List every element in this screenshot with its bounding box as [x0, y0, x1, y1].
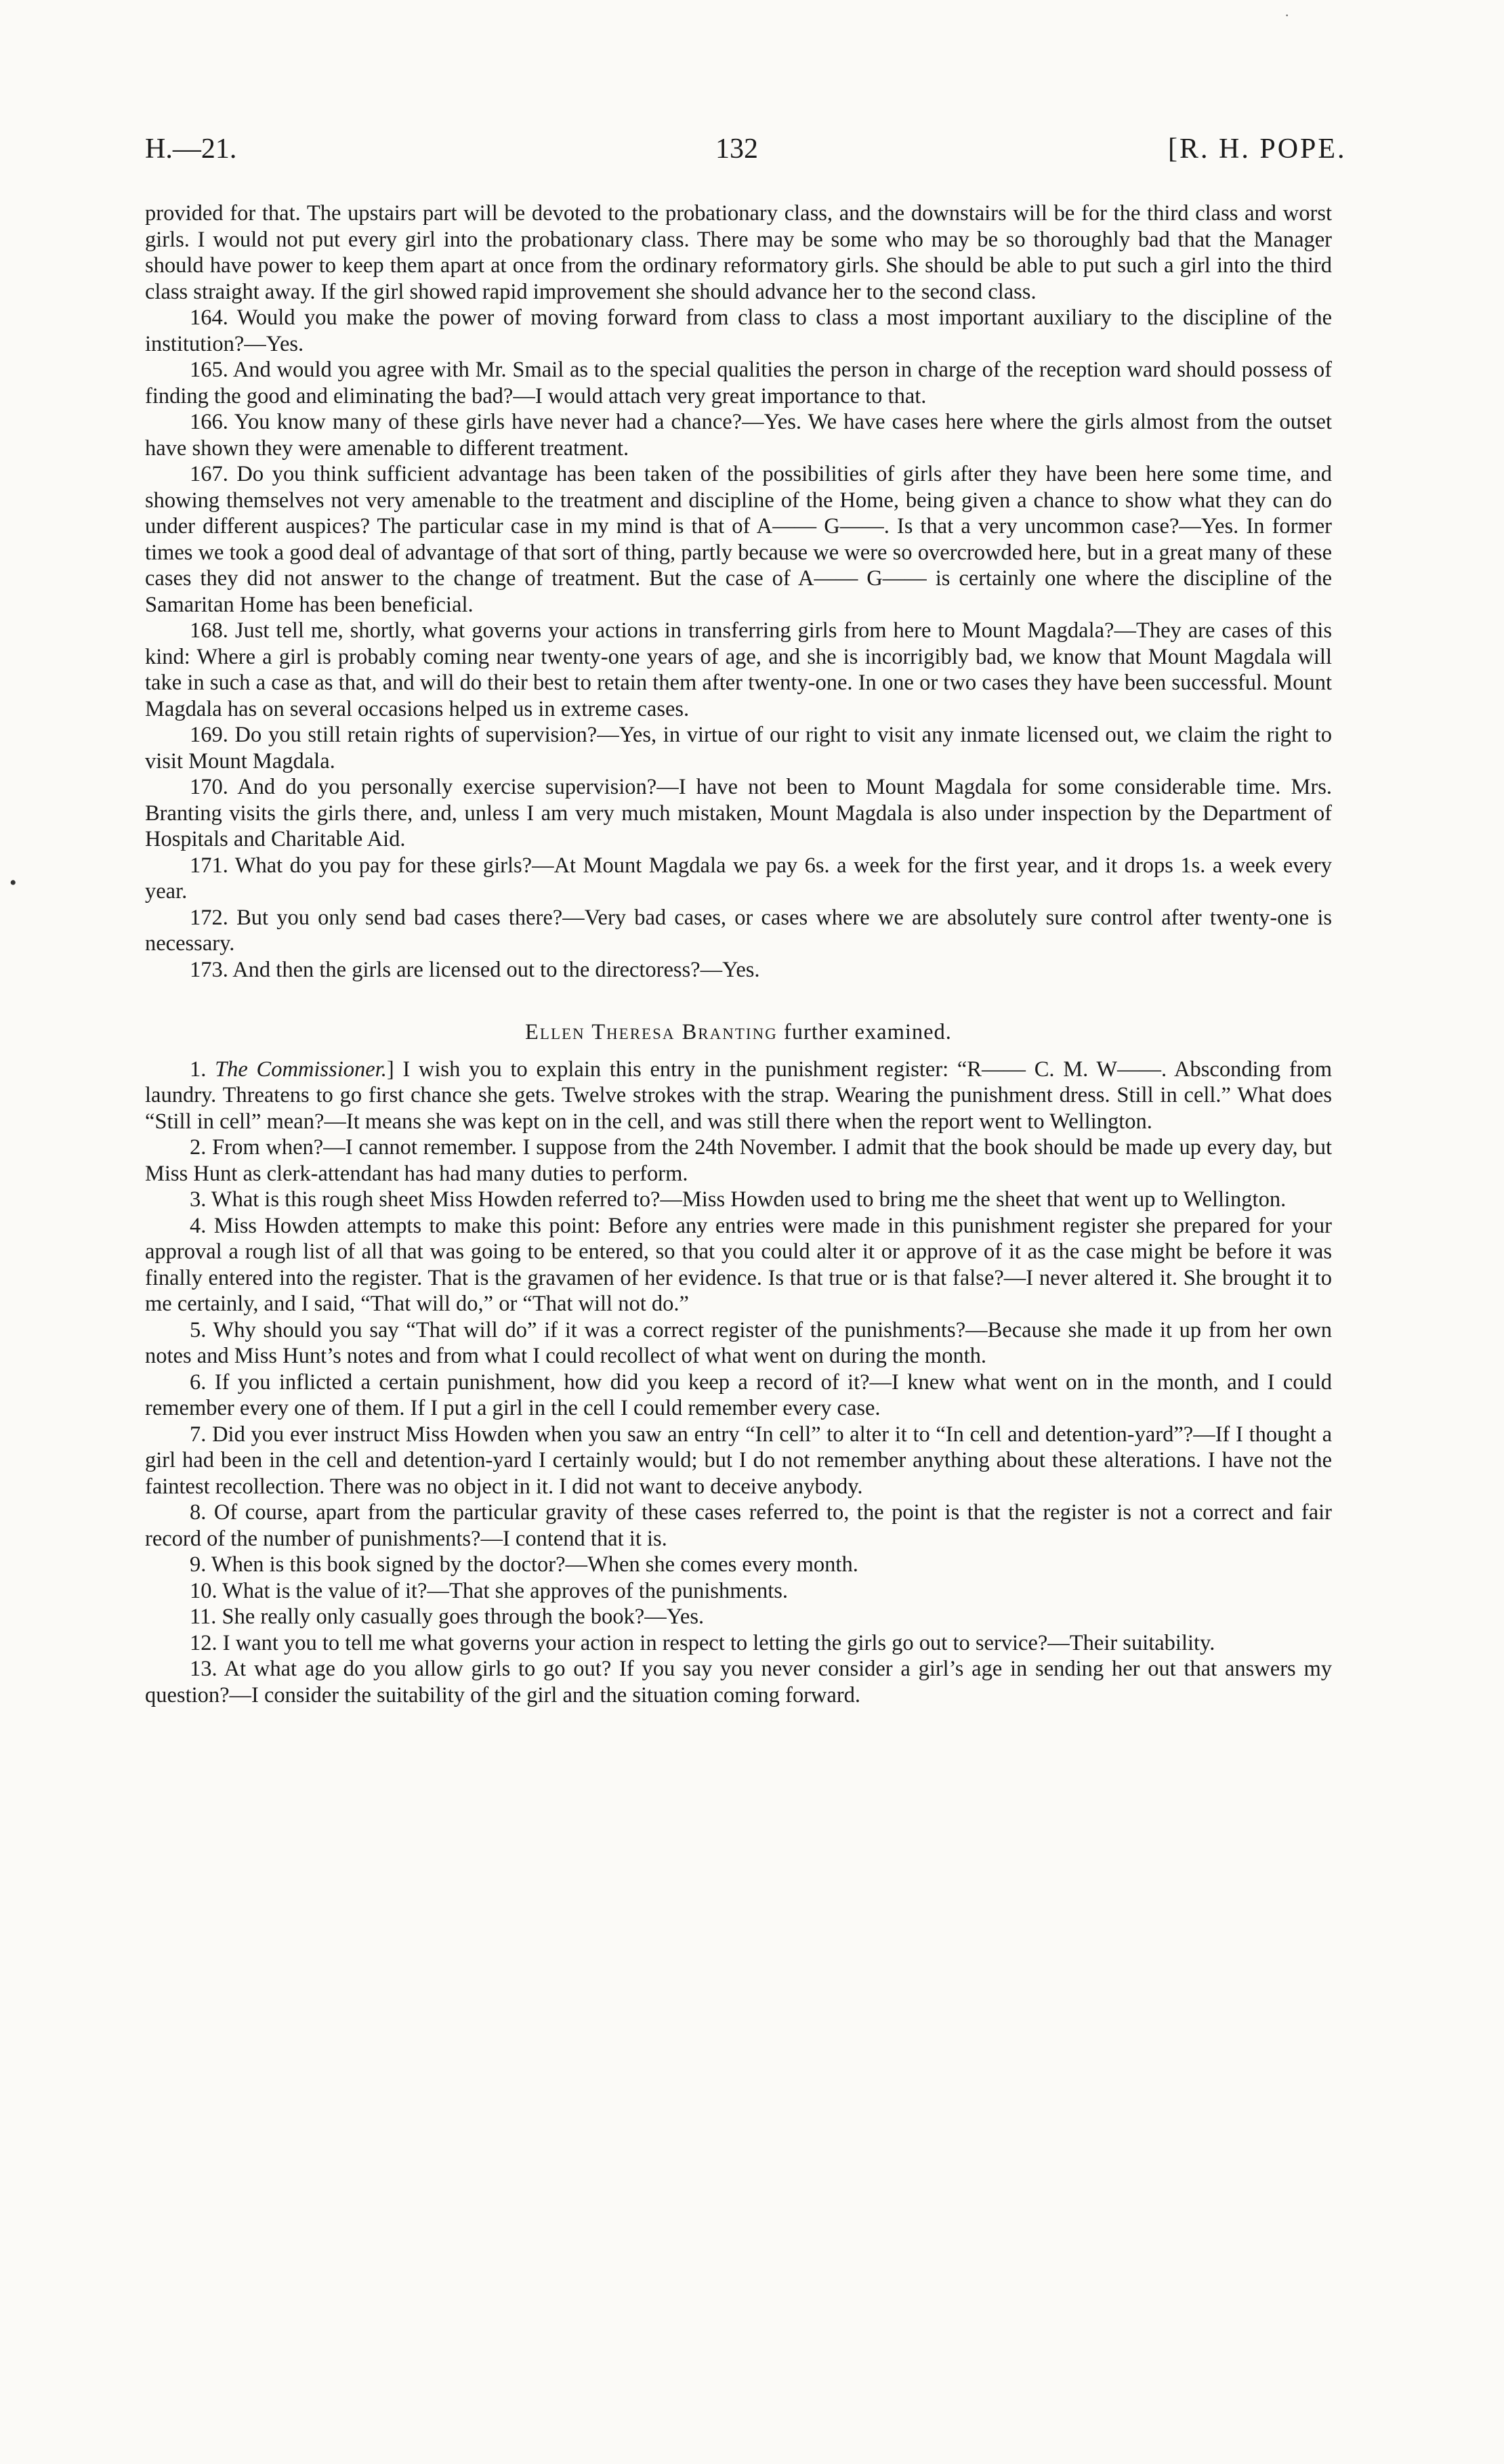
speaker-name: The Commissioner. — [215, 1057, 387, 1082]
witness-header: [R. H. POPE. — [1168, 133, 1347, 165]
qa-paragraph: 5. Why should you say “That will do” if it was a correct register of the punishments?—Because she made it up from her own notes and Miss Hunt’s notes and from what I could recollect of what went on during the month. — [145, 1317, 1332, 1368]
qa-paragraph: 166. You know many of these girls have never had a chance?—Yes. We have cases here where the girls almost from the outset have shown they were amenable to different treatment. — [145, 410, 1332, 461]
qa-paragraph: 169. Do you still retain rights of supervision?—Yes, in virtue of our right to visit any inmate licensed out, we claim the right to visit Mount Magdala. — [145, 723, 1332, 773]
qa-number: 1. — [190, 1057, 207, 1082]
section-heading — [145, 1019, 1332, 1046]
qa-paragraph: 10. What is the value of it?—That she approves of the punishments. — [190, 1578, 789, 1603]
qa-paragraph: 13. At what age do you allow girls to go out? If you say you never consider a girl’s age in sending her out that answers my question?—I consider the suitability of the girl and the situation coming forward. — [145, 1657, 1332, 1707]
qa-paragraph: 164. Would you make the power of moving forward from class to class a most important auxiliary to the discipline of the institution?—Yes. — [145, 305, 1332, 356]
qa-paragraph: 9. When is this book signed by the doctor?—When she comes every month. — [190, 1552, 858, 1577]
page-number: 132 — [715, 133, 758, 165]
qa-text: I wish you to explain this entry in the punishment register: “R—— C. M. W——. Absconding from laundry. Threatens to go first chance she gets. Twelve strokes with the strap. Wearing the punishment dress. Still in cell.” What does “Still in cell” mean?—It means she was kept on in the cell, and was still there when the report went to Wellington. — [145, 1057, 1332, 1134]
qa-paragraph: 170. And do you personally exercise supervision?—I have not been to Mount Magdala for some considerable time. Mrs. Branting visits the girls there, and, unless I am very much mistaken, Mount Magdala is also under inspection by the Department of Hospitals and Charitable Aid. — [145, 775, 1332, 851]
qa-paragraph: 171. What do you pay for these girls?—At Mount Magdala we pay 6s. a week for the first year, and it drops 1s. a week every year. — [145, 853, 1332, 904]
qa-paragraph: 2. From when?—I cannot remember. I suppose from the 24th November. I admit that the book should be made up every day, but Miss Hunt as clerk-attendant has had many duties to perform. — [145, 1135, 1332, 1186]
report-reference: H.—21. — [145, 133, 237, 165]
qa-paragraph: 6. If you inflicted a certain punishment, how did you keep a record of it?—I knew what went on in the month, and I could remember every one of them. If I put a girl in the cell I could remember every case. — [145, 1369, 1332, 1420]
witness-name: Ellen Theresa Branting — [525, 1020, 778, 1044]
qa-paragraph-1: 1. The Commissioner.] I wish you to explain this entry in the punishment register: “R—— C. M. W——. Absconding from laundry. Threatens to go first chance she gets. Twelve strokes with the strap. Wearing the punishment dress. Still in cell.” What does “Still in cell” mean?—It means she was kept on in the cell, and was still there when the report went to Wellington. — [145, 1057, 1332, 1134]
qa-paragraph: 173. And then the girls are licensed out to the directoress?—Yes. — [190, 957, 760, 982]
section-suffix: further examined. — [783, 1020, 952, 1044]
qa-paragraph: 165. And would you agree with Mr. Smail as to the special qualities the person in charge of the reception ward should possess of finding the good and eliminating the bad?—I would attach very great importance to that. — [145, 358, 1332, 408]
branting-qa-list — [145, 1134, 1332, 1708]
qa-paragraph: 7. Did you ever instruct Miss Howden when you saw an entry “In cell” to alter it to “In cell and detention-yard”?—If I thought a girl had been in the cell and detention-yard I certainly would; but I do not remember anything about these alterations. I have not the faintest recollection. There was no object in it. I did not want to deceive anybody. — [145, 1422, 1332, 1499]
margin-bullet: • — [9, 872, 17, 894]
qa-paragraph: 4. Miss Howden attempts to make this point: Before any entries were made in this punishment register she prepared for your approval a rough list of all that was going to be entered, so that you could alter it or approve of it as the case might be before it was finally entered into the register. That is the gravamen of her evidence. Is that true or is that false?—I never altered it. She brought it to me certainly, and I said, “That will do,” or “That will not do.” — [145, 1213, 1332, 1316]
qa-paragraph: 8. Of course, apart from the particular gravity of these cases referred to, the point is that the register is not a correct and fair record of the number of punishments?—I contend that it is. — [145, 1500, 1332, 1551]
body-text — [145, 200, 1332, 1708]
margin-speck: · — [1284, 7, 1290, 24]
intro-paragraph: provided for that. The upstairs part will be devoted to the probationary class, and the downstairs will be for the third class and worst girls. I would not put every girl into the probationary class. There may be some who may be so thoroughly bad that the Manager should have power to keep them apart at once from the ordinary reformatory girls. She should be able to put such a girl into the third class straight away. If the girl showed rapid improvement she should advance her to the second class. — [145, 201, 1332, 304]
qa-paragraph: 168. Just tell me, shortly, what governs your actions in transferring girls from here to Mount Magdala?—They are cases of this kind: Where a girl is probably coming near twenty-one years of age, and she is incorrigibly bad, we know that Mount Magdala will take in such a case as that, and will do their best to retain them after twenty-one. In one or two cases they have been successful. Mount Magdala has on several occasions helped us in extreme cases. — [145, 618, 1332, 721]
qa-paragraph: 3. What is this rough sheet Miss Howden referred to?—Miss Howden used to bring me the sheet that went up to Wellington. — [190, 1187, 1287, 1212]
qa-paragraph: 172. But you only send bad cases there?—Very bad cases, or cases where we are absolutely sure control after twenty-one is necessary. — [145, 905, 1332, 956]
pope-qa-list — [145, 305, 1332, 983]
qa-paragraph: 11. She really only casually goes through the book?—Yes. — [190, 1605, 705, 1629]
qa-paragraph: 167. Do you think sufficient advantage has been taken of the possibilities of girls after they have been here some time, and showing themselves not very amenable to the treatment and discipline of the Home, being given a chance to show what they can do under different auspices? The particular case in my mind is that of A—— G——. Is that a very uncommon case?—Yes. In former times we took a good deal of advantage of that sort of thing, partly because we were so overcrowded here, but in a great many of these cases they did not answer to the change of treatment. But the case of A—— G—— is certainly one where the discipline of the Samaritan Home has been beneficial. — [145, 462, 1332, 617]
qa-paragraph: 12. I want you to tell me what governs your action in respect to letting the girls go out to service?—Their suitability. — [190, 1630, 1215, 1655]
